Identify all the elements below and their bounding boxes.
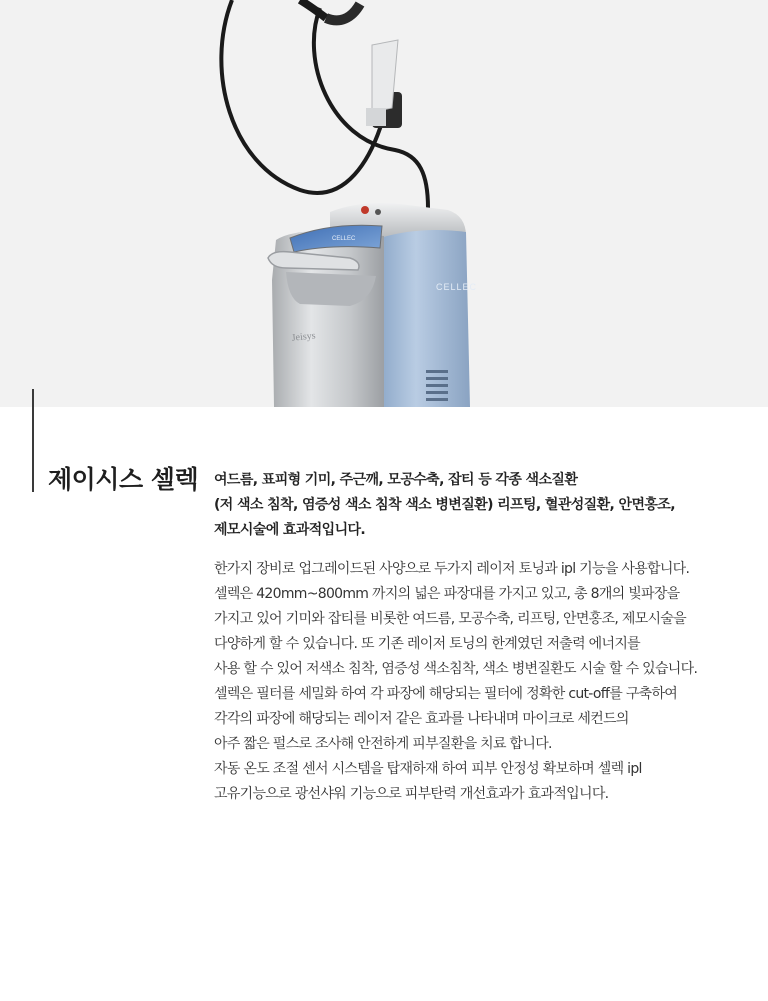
product-title: 제이시스 셀렉 — [48, 465, 199, 494]
description-line: 각각의 파장에 해당되는 레이저 같은 효과를 나타내며 마이크로 세컨드의 — [214, 711, 629, 727]
top-cable — [300, 0, 326, 18]
description-line: 한가지 장비로 업그레이드된 사양으로 두가지 레이저 토닝과 ipl 기능을 사용합니다. — [214, 561, 690, 577]
screen-label: CELLEC — [332, 236, 356, 242]
description-line: 사용 할 수 있어 저색소 침착, 염증성 색소침착, 색소 병변질환도 시술 할 수 있습니다. — [214, 661, 698, 677]
description-line: 가지고 있어 기미와 잡티를 비롯한 여드름, 모공수축, 리프팅, 안면홍조, 제모시술을 — [214, 611, 686, 627]
front-brand-label: Jeisys — [291, 330, 317, 344]
ipl-device-illustration — [0, 0, 768, 407]
summary-line: 여드름, 표피형 기미, 주근깨, 모공수축, 잡티 등 각종 색소질환 — [214, 472, 578, 488]
summary-line: (저 색소 침착, 염증성 색소 침착 색소 병변질환) 리프팅, 혈관성질환, 안면홍조, — [214, 497, 675, 513]
summary-line: 제모시술에 효과적입니다. — [214, 522, 366, 538]
description-line: 아주 짧은 펄스로 조사해 안전하게 피부질환을 치료 합니다. — [214, 736, 552, 752]
product-description — [214, 557, 754, 807]
product-image-area — [0, 0, 768, 407]
section-accent-bar — [32, 389, 34, 492]
description-line: 셀렉은 420mm~800mm 까지의 넓은 파장대를 가지고 있고, 총 8개의 빛파장을 — [214, 586, 680, 602]
description-line: 다양하게 할 수 있습니다. 또 기존 레이저 토닝의 한계였던 저출력 에너지를 — [214, 636, 640, 652]
handpiece-cable — [221, 0, 385, 193]
description-line: 고유기능으로 광선샤워 기능으로 피부탄력 개선효과가 효과적입니다. — [214, 786, 609, 802]
side-brand-label: CELLEC — [436, 282, 478, 292]
device-side-panel — [380, 230, 470, 407]
description-line: 셀렉은 필터를 세밀화 하여 각 파장에 해당되는 필터에 정확한 cut-off를 구축하여 — [214, 686, 678, 702]
description-line: 자동 온도 조절 센서 시스템을 탑재하재 하여 피부 안정성 확보하며 셀렉 ipl — [214, 761, 642, 777]
product-summary — [214, 468, 744, 543]
